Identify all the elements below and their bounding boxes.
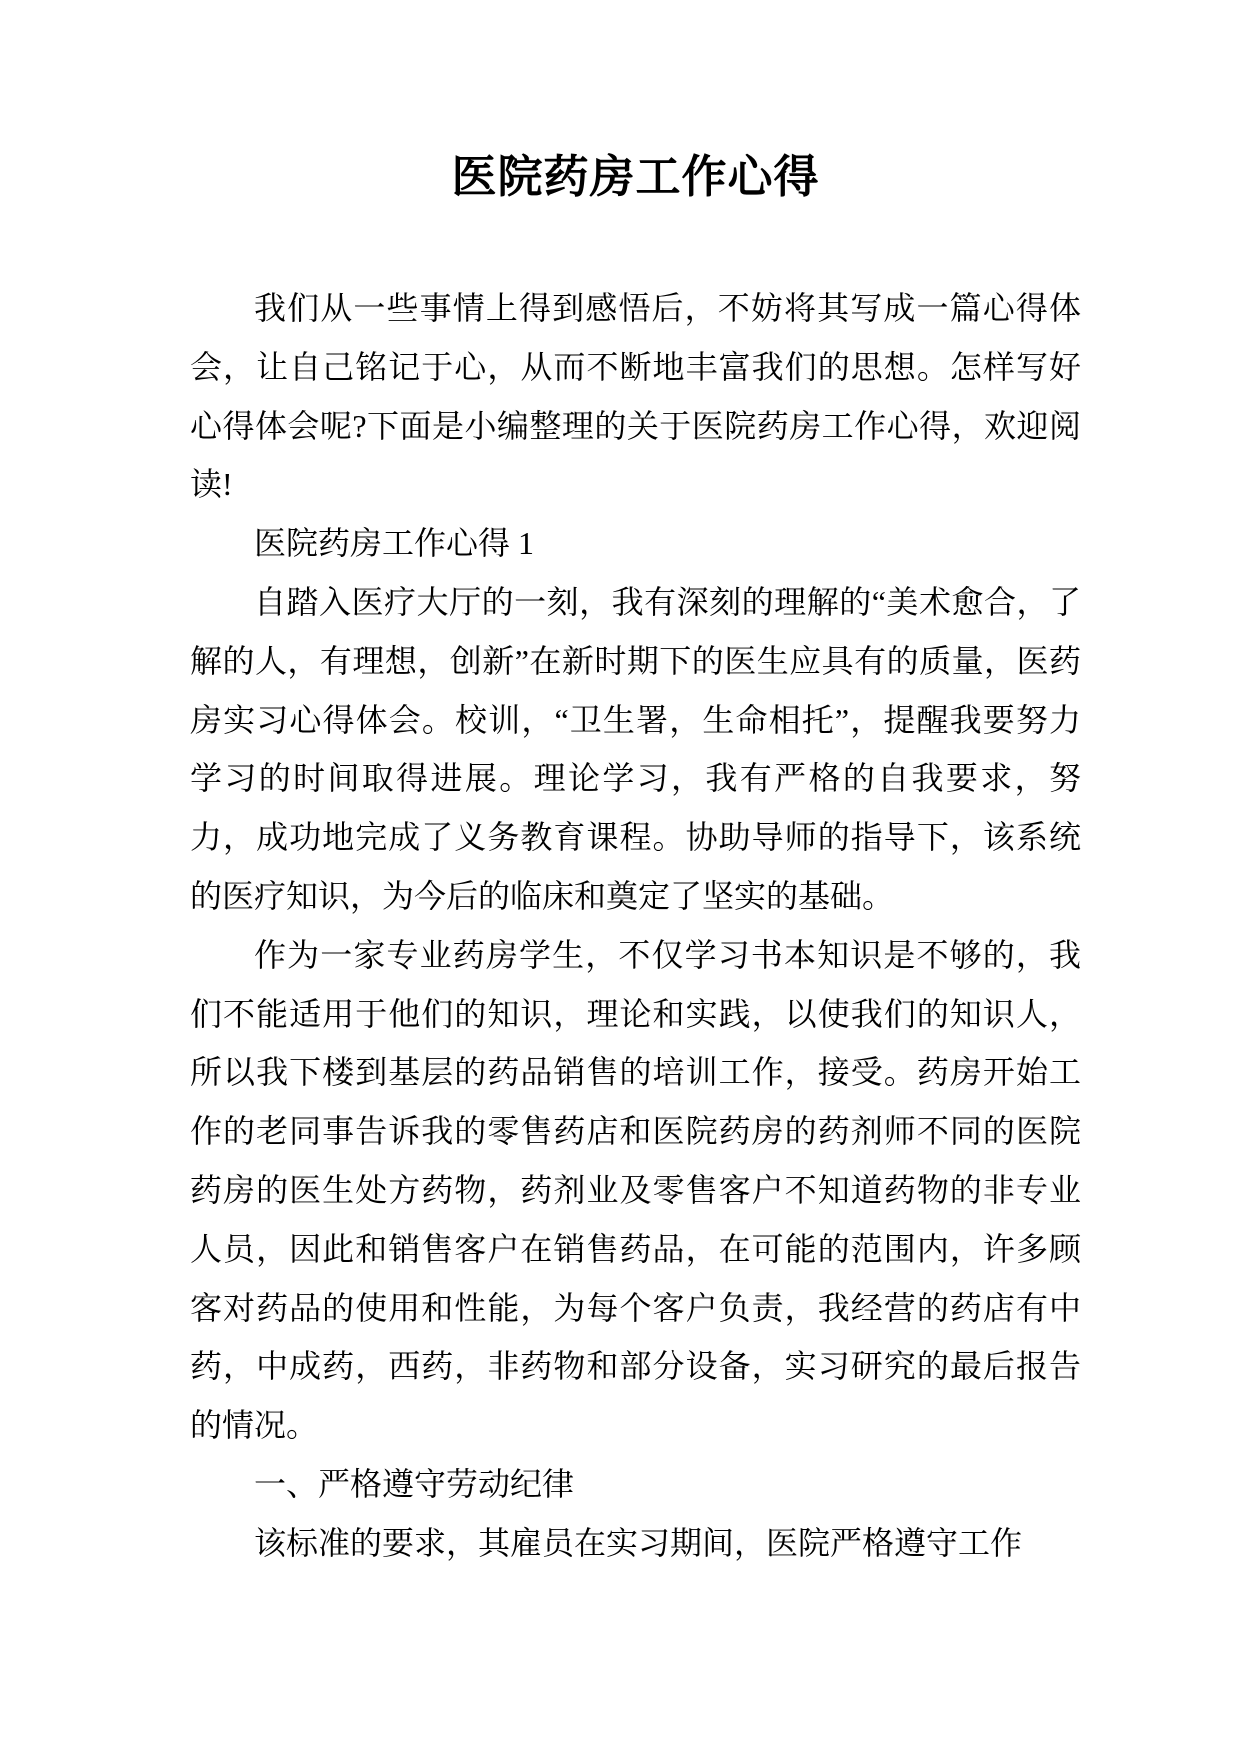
document-paragraph: 医院药房工作心得 1 — [254, 525, 535, 562]
document-title: 医院药房工作心得 — [451, 152, 820, 202]
document-paragraph: 该标准的要求，其雇员在实习期间，医院严格遵守工作 — [254, 1524, 1023, 1561]
document-paragraph: 自踏入医疗大厅的一刻，我有深刻的理解的“美术愈合，了解的人，有理想，创新”在新时期下的医生应具有的质量，医药房实习心得体会。校训，“卫生署，生命相托”，提醒我要努力学习的时间取得进展。理论学习，我有严格的自我要求，努力，成功地完成了义务教育课程。协助导师的指导下，该系统的医疗知识，为今后的临床和奠定了坚实的基础。 — [190, 583, 1081, 914]
document-paragraph: 作为一家专业药房学生，不仅学习书本知识是不够的，我们不能适用于他们的知识，理论和实践，以使我们的知识人，所以我下楼到基层的药品销售的培训工作，接受。药房开始工作的老同事告诉我的零售药店和医院药房的药剂师不同的医院药房的医生处方药物，药剂业及零售客户不知道药物的非专业人员，因此和销售客户在销售药品，在可能的范围内，许多顾客对药品的使用和性能，为每个客户负责，我经营的药店有中药，中成药，西药，非药物和部分设备，实习研究的最后报告的情况。 — [190, 936, 1081, 1444]
document-paragraph: 一、严格遵守劳动纪律 — [254, 1465, 575, 1502]
document-body — [190, 279, 1081, 1573]
document-paragraph: 我们从一些事情上得到感悟后，不妨将其写成一篇心得体会，让自己铭记于心，从而不断地丰富我们的思想。怎样写好心得体会呢?下面是小编整理的关于医院药房工作心得，欢迎阅读! — [190, 290, 1081, 503]
